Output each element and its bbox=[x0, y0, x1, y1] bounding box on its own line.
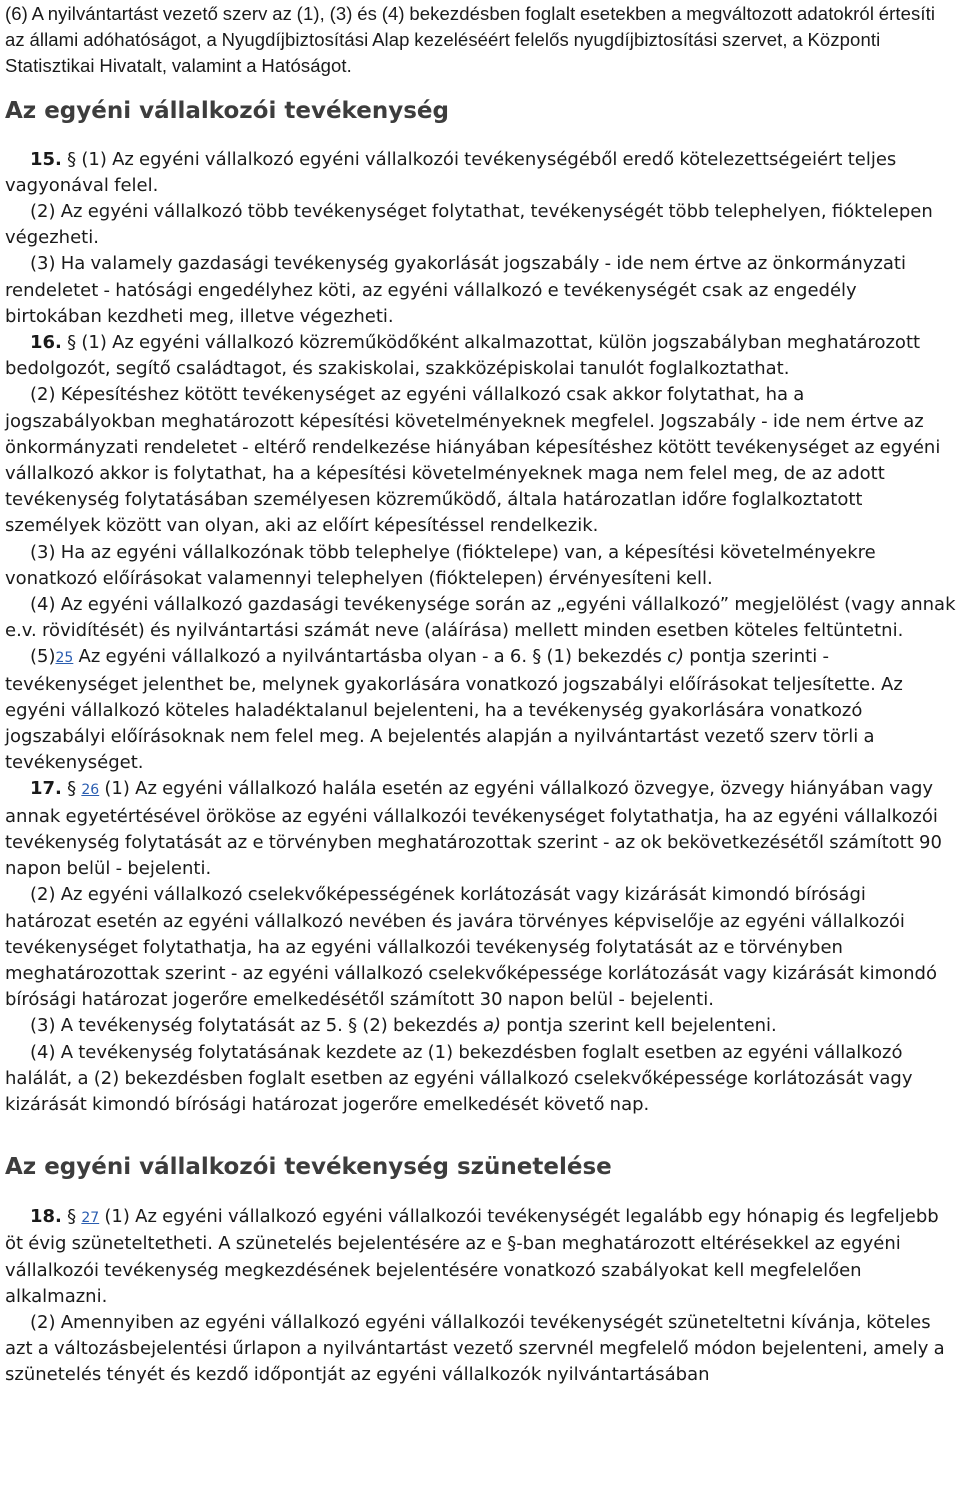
section-15-paragraph-3: (3) Ha valamely gazdasági tevékenység gyakorlását jogszabály - ide nem értve az önkormányzati rendeletet - hatósági engedélyhez köti, az egyéni vállalkozó e tevékenységét csak az engedély birtokában kezdheti meg, illetve végezheti. bbox=[5, 253, 906, 327]
point-reference: c) bbox=[667, 646, 685, 668]
paragraph-number: (5) bbox=[30, 646, 56, 668]
section-heading-szuneteles: Az egyéni vállalkozói tevékenység szünetelése bbox=[5, 1154, 612, 1181]
section-16-paragraph-3: (3) Ha az egyéni vállalkozónak több telephelye (fióktelepe) van, a képesítési követelményekre vonatkozó előírásokat valamennyi telephelyen (fióktelepen) érvényesíteni kell. bbox=[5, 541, 876, 589]
footnote-link-25[interactable]: 25 bbox=[55, 650, 74, 667]
section-18-paragraph-1 bbox=[5, 1204, 956, 1310]
paragraph-text: pontja szerint kell bejelenteni. bbox=[501, 1015, 777, 1037]
paragraph-text: (1) Az egyéni vállalkozó egyéni vállalkozói tevékenységéből eredő kötelezettségeiért teljes vagyonával felel. bbox=[5, 148, 897, 196]
section-17-paragraph-4: (4) A tevékenység folytatásának kezdete az (1) bekezdésben foglalt esetben az egyéni vállalkozó halálát, a (2) bekezdésben foglalt esetben az egyéni vállalkozó cselekvőképessége korlátozását vagy kizárását kimondó bírósági határozat jogerőre emelkedését követő nap. bbox=[5, 1041, 913, 1115]
section-16-paragraph-5 bbox=[5, 644, 956, 776]
paragraph-text: (1) Az egyéni vállalkozó közreműködőként alkalmazottat, külön jogszabályban meghatározott bedolgozót, segítő családtagot, és szakiskolai, szakközépiskolai tanulót foglalkoztathat. bbox=[5, 332, 921, 380]
footnote-link-26[interactable]: 26 bbox=[81, 782, 100, 799]
section-sign: § bbox=[67, 1206, 77, 1228]
section-sign: § bbox=[67, 778, 77, 800]
section-heading-egyeni-vallalkozoi-tevekenyseg: Az egyéni vállalkozói tevékenység bbox=[5, 97, 449, 124]
section-sign: § bbox=[67, 148, 77, 170]
section-16-paragraph-2: (2) Képesítéshez kötött tevékenységet az egyéni vállalkozó csak akkor folytathat, ha a jogszabályokban meghatározott képesítési követelményeknek megfelel. Jogszabály - ide nem értve az önkormányzati rendeletet - eltérő rendelkezése hiányában képesítéshez kötött tevékenységet az egyéni vállalkozó akkor is folytathat, ha a képesítési követelményeknek maga nem felel meg, de az adott tevékenység folytatásában személyesen közreműködő, általa határozatlan időre foglalkoztatott személyek között van olyan, aki az előírt képesítéssel rendelkezik. bbox=[5, 384, 941, 537]
section-number: 15. bbox=[30, 148, 62, 170]
footnote-link-27[interactable]: 27 bbox=[81, 1210, 100, 1227]
paragraph-text: pontja szerinti - tevékenységet jelenthet be, melynek gyakorlására vonatkozó jogszabályi előírásokat teljesítette. Az egyéni vállalkozó köteles haladéktalanul bejelenteni, ha a tevékenység gyakorlására vonatkozó jogszabályi előírásoknak nem felel meg. A bejelentés alapján a nyilvántartást vezető szerv törli a tevékenységet. bbox=[5, 646, 903, 774]
paragraph-text: (1) Az egyéni vállalkozó egyéni vállalkozói tevékenységét legalább egy hónapig és legfeljebb öt évig szüneteltetheti. A szünetelés bejelentésére az e §-ban meghatározott eltérésekkel az egyéni vállalkozói tevékenység megkezdésének bejelentésére vonatkozó szabályokat kell megfelelően alkalmazni. bbox=[5, 1206, 939, 1307]
paragraph-text: (3) A tevékenység folytatását az 5. § (2) bekezdés bbox=[30, 1015, 483, 1037]
paragraph-6: (6) A nyilvántartást vezető szerv az (1), (3) és (4) bekezdésben foglalt esetekben a megváltozott adatokról értesíti az állami adóhatóságot, a Nyugdíjbiztosítási Alap kezeléséért felelős nyugdíjbiztosítási szervet, a Központi Statisztikai Hivatalt, valamint a Hatóságot. bbox=[5, 3, 936, 77]
paragraph-text: (1) Az egyéni vállalkozó halála esetén az egyéni vállalkozó özvegye, özvegy hiányában vagy annak egyetértésével örököse az egyéni vállalkozói tevékenységet folytathatja, ha az egyéni vállalkozói tevékenység folytatását az e törvényben meghatározottak szerint - az ok bekövetkezésétől számított 90 napon belül - bejelenti. bbox=[5, 778, 942, 880]
section-15-paragraph-1 bbox=[5, 147, 956, 199]
section-17-paragraph-2: (2) Az egyéni vállalkozó cselekvőképességének korlátozását vagy kizárását kimondó bírósági határozat esetén az egyéni vállalkozó nevében és javára törvényes képviselője az egyéni vállalkozói tevékenységet folytathatja, ha az egyéni vállalkozói tevékenység folytatását az e törvényben meghatározottak szerint - az egyéni vállalkozó cselekvőképessége korlátozását vagy kizárását kimondó bírósági határozat jogerőre emelkedésétől számított 30 napon belül - bejelenti. bbox=[5, 884, 937, 1011]
paragraph-text: Az egyéni vállalkozó a nyilvántartásba olyan - a 6. § (1) bekezdés bbox=[73, 646, 668, 668]
section-number: 17. bbox=[30, 778, 62, 800]
section-17-paragraph-3 bbox=[5, 1013, 956, 1039]
section-number: 16. bbox=[30, 332, 62, 354]
point-reference: a) bbox=[482, 1015, 501, 1037]
section-18-paragraph-2: (2) Amennyiben az egyéni vállalkozó egyéni vállalkozói tevékenységét szüneteltetni kívánja, köteles azt a változásbejelentési űrlapon a nyilvántartást vezető szervnél megfelelő módon bejelenteni, amely a szünetelés tényét és kezdő időpontját az egyéni vállalkozók nyilvántartásában bbox=[5, 1311, 945, 1386]
section-number: 18. bbox=[30, 1206, 62, 1228]
section-17-paragraph-1 bbox=[5, 776, 956, 882]
section-15-paragraph-2: (2) Az egyéni vállalkozó több tevékenységet folytathat, tevékenységét több telephelyen, fióktelepen végezheti. bbox=[5, 201, 933, 249]
section-16-paragraph-1 bbox=[5, 330, 956, 382]
section-sign: § bbox=[67, 332, 77, 354]
section-16-paragraph-4: (4) Az egyéni vállalkozó gazdasági tevékenysége során az „egyéni vállalkozó” megjelölést (vagy annak e.v. rövidítését) és nyilvántartási számát neve (aláírása) mellett minden esetben köteles feltüntetni. bbox=[5, 594, 956, 642]
